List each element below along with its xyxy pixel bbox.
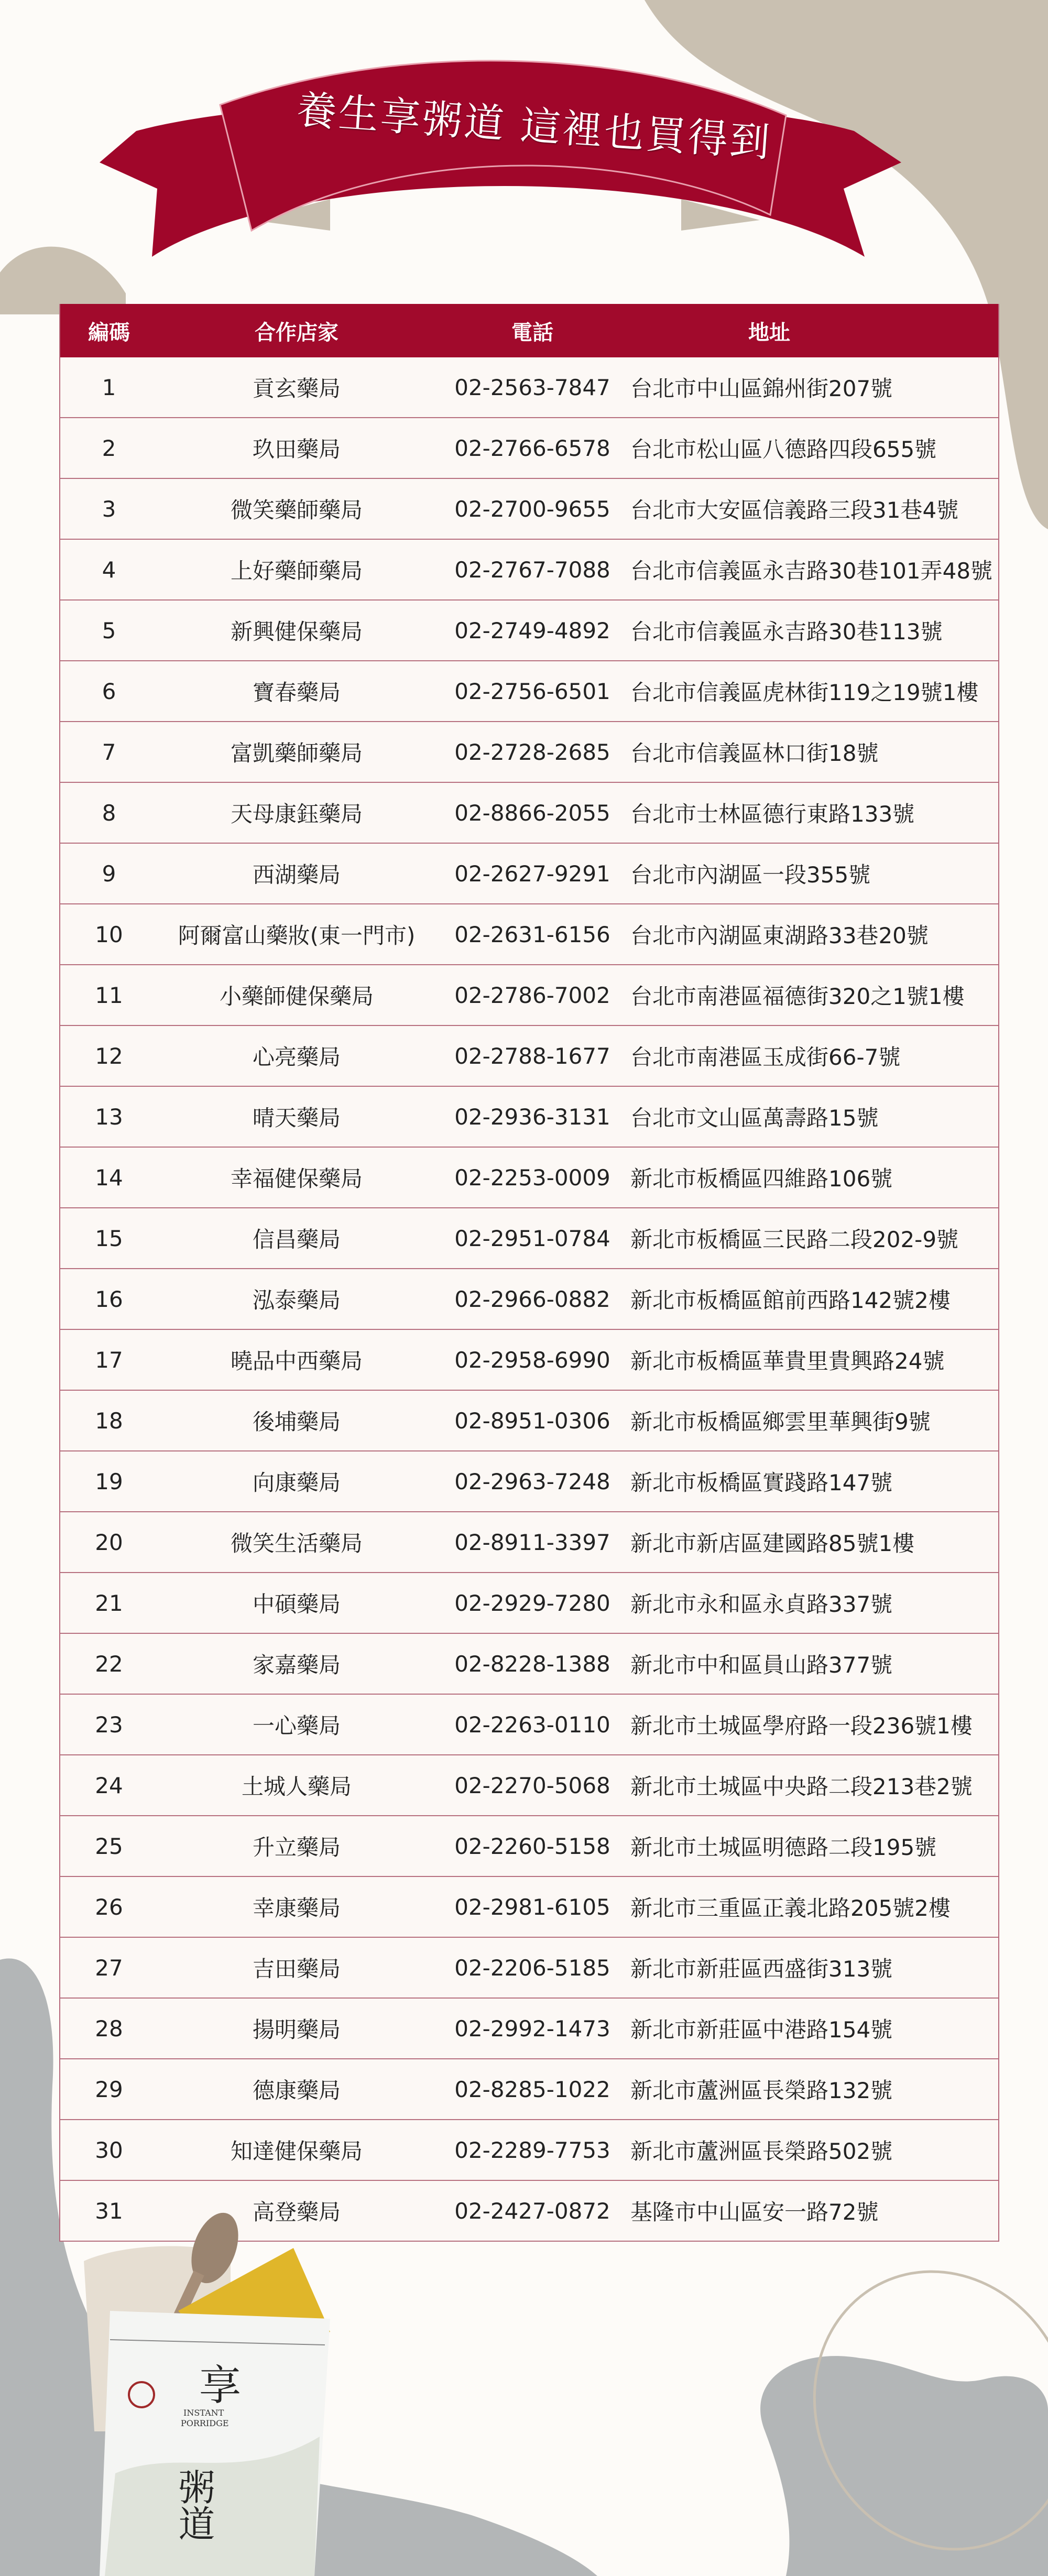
table-row: [60, 661, 998, 722]
cell-phone: 02-2958-6990: [454, 1347, 610, 1373]
table-row: [60, 1269, 998, 1330]
cell-store: 曉品中西藥局: [230, 1348, 363, 1374]
table-row: [60, 357, 998, 418]
cell-number: 5: [102, 617, 116, 643]
cell-store: 心亮藥局: [252, 1044, 341, 1070]
cell-address: 新北市新莊區中港路154號: [630, 2017, 893, 2043]
cell-store: 寶春藥局: [252, 680, 341, 705]
cell-store: 晴天藥局: [252, 1105, 341, 1131]
store-table: [59, 304, 999, 2242]
cell-address: 台北市南港區玉成街66-7號: [630, 1044, 901, 1070]
cell-store: 升立藥局: [252, 1835, 341, 1860]
cell-number: 31: [95, 2198, 123, 2224]
cell-number: 10: [95, 921, 123, 947]
cell-store: 信昌藥局: [252, 1227, 341, 1252]
cell-phone: 02-2929-7280: [454, 1590, 610, 1616]
cell-phone: 02-8285-1022: [454, 2076, 610, 2102]
product-english-2: PORRIDGE: [181, 2418, 229, 2428]
cell-phone: 02-2992-1473: [454, 2015, 610, 2042]
cell-store: 貢玄藥局: [252, 376, 341, 401]
cell-address: 新北市新店區建國路85號1樓: [630, 1531, 915, 1556]
cell-phone: 02-2627-9291: [454, 860, 610, 887]
table-row: [60, 783, 998, 844]
cell-phone: 02-2270-5068: [454, 1772, 610, 1798]
cell-number: 6: [102, 678, 116, 704]
table-row: [60, 1512, 998, 1573]
cell-phone: 02-2289-7753: [454, 2137, 610, 2163]
cell-number: 9: [102, 860, 116, 887]
banner-title: 養生享粥道 這裡也買得到: [295, 86, 773, 166]
cell-phone: 02-2206-5185: [454, 1955, 610, 1981]
header-store: 合作店家: [255, 320, 339, 345]
table-row: [60, 965, 998, 1026]
cell-store: 玖田藥局: [252, 436, 341, 462]
table-row: [60, 2120, 998, 2181]
table-row: [60, 601, 998, 661]
cell-number: 22: [95, 1651, 123, 1677]
cell-address: 台北市大安區信義路三段31巷4號: [630, 497, 959, 523]
cell-store: 幸康藥局: [252, 1895, 341, 1921]
cell-store: 一心藥局: [252, 1713, 341, 1739]
cell-address: 新北市土城區明德路二段195號: [630, 1835, 937, 1860]
cell-number: 14: [95, 1164, 123, 1191]
cell-phone: 02-2936-3131: [454, 1104, 610, 1130]
header-number: 編碼: [88, 320, 130, 345]
table-row: [60, 418, 998, 479]
cell-number: 26: [95, 1894, 123, 1920]
cell-phone: 02-2963-7248: [454, 1468, 610, 1494]
cell-store: 阿爾富山藥妝(東一門市): [178, 923, 416, 948]
header-address: 地址: [748, 320, 790, 345]
table-body: [60, 357, 998, 2242]
cell-number: 2: [102, 435, 116, 461]
product-name-top: 享: [199, 2361, 241, 2410]
table-row: [60, 1755, 998, 1816]
product-name-bottom: 粥道: [172, 2468, 215, 2541]
cell-number: 16: [95, 1286, 123, 1312]
cell-address: 新北市三重區正義北路205號2樓: [630, 1895, 951, 1921]
cell-address: 新北市永和區永貞路337號: [630, 1591, 893, 1617]
table-row: [60, 1026, 998, 1087]
cell-address: 台北市文山區萬壽路15號: [630, 1105, 879, 1131]
cell-store: 吉田藥局: [252, 1956, 341, 1982]
cell-phone: 02-2756-6501: [454, 678, 610, 704]
cell-store: 富凱藥師藥局: [230, 740, 363, 766]
cell-number: 1: [102, 374, 116, 400]
cell-number: 29: [95, 2076, 123, 2102]
table-row: [60, 1877, 998, 1938]
cell-number: 23: [95, 1711, 123, 1738]
cell-number: 27: [95, 1955, 123, 1981]
cell-phone: 02-2966-0882: [454, 1286, 610, 1312]
cell-store: 泓泰藥局: [252, 1287, 341, 1313]
cell-store: 揚明藥局: [252, 2017, 341, 2043]
cell-number: 25: [95, 1833, 123, 1859]
cell-store: 小藥師健保藥局: [219, 984, 374, 1009]
cell-store: 德康藥局: [252, 2078, 341, 2103]
cell-address: 新北市板橋區四維路106號: [630, 1166, 893, 1192]
cell-phone: 02-8866-2055: [454, 800, 610, 826]
cell-address: 新北市板橋區館前西路142號2樓: [630, 1287, 951, 1313]
cell-address: 新北市新莊區西盛街313號: [630, 1956, 893, 1982]
cell-phone: 02-2786-7002: [454, 982, 610, 1008]
bottom-right-blob: [760, 2356, 1048, 2576]
cell-store: 家嘉藥局: [252, 1652, 341, 1678]
cell-address: 新北市蘆洲區長榮路502號: [630, 2138, 893, 2164]
table-row: [60, 1148, 998, 1208]
cell-number: 8: [102, 800, 116, 826]
table-row: [60, 1391, 998, 1451]
table-header: [60, 304, 998, 357]
cell-address: 新北市板橋區三民路二段202-9號: [630, 1227, 959, 1252]
cell-number: 30: [95, 2137, 123, 2163]
cell-phone: 02-2766-6578: [454, 435, 610, 461]
cell-number: 13: [95, 1104, 123, 1130]
cell-number: 24: [95, 1772, 123, 1798]
cell-phone: 02-2253-0009: [454, 1164, 610, 1191]
cell-phone: 02-8911-3397: [454, 1529, 610, 1555]
cell-store: 天母康鈺藥局: [230, 801, 363, 827]
cell-store: 微笑生活藥局: [230, 1531, 363, 1556]
cell-store: 後埔藥局: [252, 1409, 341, 1435]
header-phone: 電話: [511, 320, 553, 345]
cell-number: 21: [95, 1590, 123, 1616]
cell-phone: 02-2427-0872: [454, 2198, 610, 2224]
cell-phone: 02-8951-0306: [454, 1407, 610, 1434]
cell-phone: 02-8228-1388: [454, 1651, 610, 1677]
cell-address: 新北市板橋區實踐路147號: [630, 1470, 893, 1496]
cell-store: 知達健保藥局: [230, 2138, 363, 2164]
cell-phone: 02-2700-9655: [454, 496, 610, 522]
cell-phone: 02-2563-7847: [454, 374, 610, 400]
title-ribbon: [79, 58, 927, 267]
cell-address: 台北市信義區林口街18號: [630, 740, 879, 766]
cell-phone: 02-2263-0110: [454, 1711, 610, 1738]
table-row: [60, 1451, 998, 1512]
cell-phone: 02-2260-5158: [454, 1833, 610, 1859]
cell-address: 新北市蘆洲區長榮路132號: [630, 2078, 893, 2103]
cell-phone: 02-2767-7088: [454, 556, 610, 583]
table-row: [60, 722, 998, 783]
table-row: [60, 1330, 998, 1391]
cell-number: 15: [95, 1225, 123, 1251]
cell-number: 12: [95, 1043, 123, 1069]
cell-address: 台北市南港區福德街320之1號1樓: [630, 984, 965, 1009]
cell-address: 台北市內湖區一段355號: [630, 862, 871, 888]
cell-address: 台北市信義區虎林街119之19號1樓: [630, 680, 979, 705]
table-row: [60, 1999, 998, 2059]
product-image: [73, 2211, 367, 2576]
table-row: [60, 1087, 998, 1148]
cell-address: 新北市板橋區華貴里貴興路24號: [630, 1348, 945, 1374]
cell-number: 7: [102, 739, 116, 765]
cell-store: 高登藥局: [252, 2199, 341, 2225]
table-row: [60, 1816, 998, 1877]
cell-address: 新北市板橋區鄉雲里華興街9號: [630, 1409, 931, 1435]
cell-address: 台北市信義區永吉路30巷101弄48號: [630, 558, 993, 584]
cell-address: 新北市土城區學府路一段236號1樓: [630, 1713, 973, 1739]
cell-phone: 02-2749-4892: [454, 617, 610, 643]
cell-store: 幸福健保藥局: [230, 1166, 363, 1192]
cell-store: 上好藥師藥局: [230, 558, 363, 584]
cell-number: 17: [95, 1347, 123, 1373]
cell-number: 19: [95, 1468, 123, 1494]
cell-store: 土城人藥局: [241, 1774, 352, 1799]
cell-number: 20: [95, 1529, 123, 1555]
product-english-1: INSTANT: [183, 2408, 224, 2418]
table-row: [60, 479, 998, 540]
cell-address: 新北市中和區員山路377號: [630, 1652, 893, 1678]
cell-phone: 02-2728-2685: [454, 739, 610, 765]
table-row: [60, 1573, 998, 1634]
table-row: [60, 540, 998, 601]
table-row: [60, 1208, 998, 1269]
table-row: [60, 1634, 998, 1695]
cell-phone: 02-2981-6105: [454, 1894, 610, 1920]
cell-store: 向康藥局: [252, 1470, 341, 1496]
cell-address: 台北市中山區錦州街207號: [630, 376, 893, 401]
cell-number: 28: [95, 2015, 123, 2042]
table-row: [60, 1938, 998, 1999]
table-row: [60, 2059, 998, 2120]
cell-store: 新興健保藥局: [230, 619, 363, 645]
table-row: [60, 1695, 998, 1755]
cell-number: 11: [95, 982, 123, 1008]
cell-address: 台北市內湖區東湖路33巷20號: [630, 923, 929, 948]
cell-phone: 02-2631-6156: [454, 921, 610, 947]
cell-store: 西湖藥局: [252, 862, 341, 888]
cell-address: 台北市士林區德行東路133號: [630, 801, 915, 827]
cell-number: 3: [102, 496, 116, 522]
table-row: [60, 844, 998, 904]
cell-store: 微笑藥師藥局: [230, 497, 363, 523]
cell-phone: 02-2951-0784: [454, 1225, 610, 1251]
cell-number: 18: [95, 1407, 123, 1434]
cell-address: 台北市信義區永吉路30巷113號: [630, 619, 943, 645]
cell-phone: 02-2788-1677: [454, 1043, 610, 1069]
cell-address: 新北市土城區中央路二段213巷2號: [630, 1774, 973, 1799]
table-row: [60, 904, 998, 965]
cell-number: 4: [102, 556, 116, 583]
cell-store: 中碩藥局: [252, 1591, 341, 1617]
cell-address: 基隆市中山區安一路72號: [630, 2199, 879, 2225]
cell-address: 台北市松山區八德路四段655號: [630, 436, 937, 462]
